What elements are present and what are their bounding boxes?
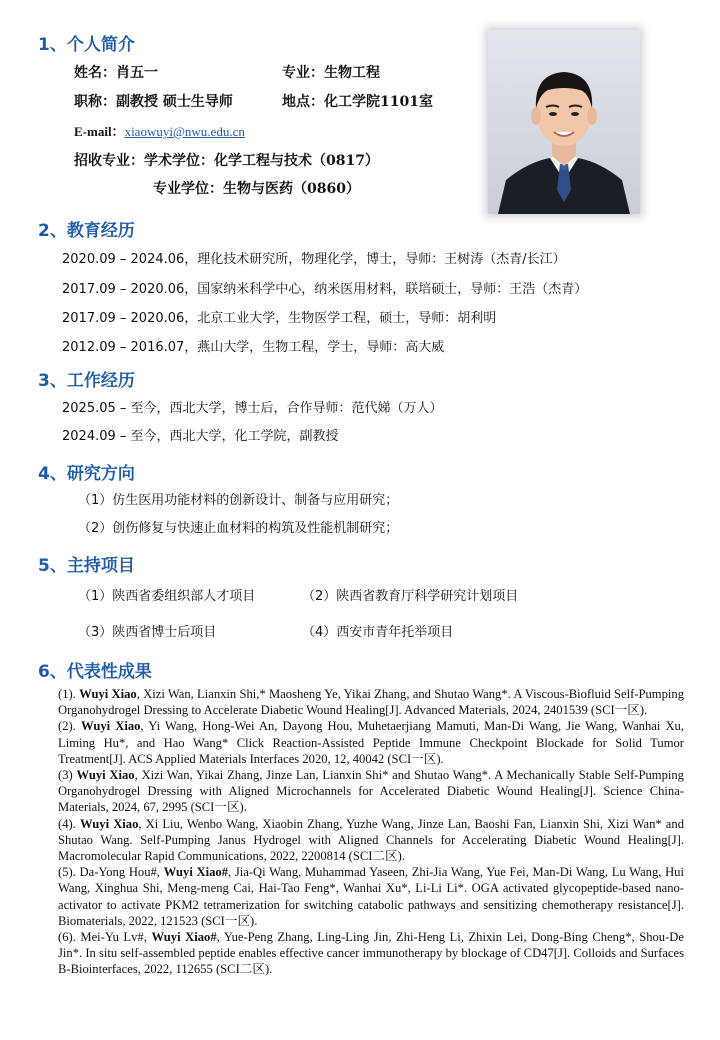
- profile-location: 地点：化工学院1101室: [282, 94, 433, 110]
- portrait-photo: [488, 30, 640, 214]
- profile-recruit-academic: 招收专业：学术学位：化学工程与技术（0817）: [74, 153, 379, 169]
- research-item: （1）仿生医用功能材料的创新设计、制备与应用研究；: [78, 493, 399, 508]
- section-heading-work: 3、工作经历: [38, 371, 135, 391]
- publication-item: (5). Da-Yong Hou#, Wuyi Xiao#, Jia-Qi Wang, Muhammad Yaseen, Zhi-Jia Wang, Yue Fei, Man-Di Wang, Lu Wang, Hui Wang, Xinghua Shi, Meng-meng Cai, Hai-Tao Feng*, Wanhai Xu*, Li-Li Li*. OGA activated glycopeptide-based nano-activator to activate PKM2 tetramerization for switching catabolic pathways and sensitizing chemotherapy resistance[J]. Biomaterials, 2022, 121523 (SCI一区).: [58, 865, 684, 928]
- publication-item: (3) Wuyi Xiao, Xizi Wan, Yikai Zhang, Jinze Lan, Lianxin Shi* and Shutao Wang*. A Mechanically Stable Self-Pumping Organohydrogel Dressing with Aligned Microchannels for Accelerated Diabetic Wound Healing[J]. Science China-Materials, 2024, 67, 2995 (SCI一区).: [58, 768, 684, 815]
- publication-item: (2). Wuyi Xiao, Yi Wang, Hong-Wei An, Dayong Hou, Muhetaerjiang Mamuti, Man-Di Wang, Jie Wang, Wanhai Xu, Liming Hu*, and Hao Wang* Click Reaction-Assisted Peptide Immune Checkpoint Blockade for Solid Tumor Treatment[J]. ACS Applied Materials Interfaces 2020, 12, 40042 (SCI一区).: [58, 719, 684, 766]
- project-item: （1）陕西省委组织部人才项目: [78, 589, 256, 604]
- portrait-illustration: [488, 30, 640, 214]
- publication-item: (1). Wuyi Xiao, Xizi Wan, Lianxin Shi,* Maosheng Ye, Yikai Zhang, and Shutao Wang*. A Viscous-Biofluid Self-Pumping Organohydrogel Dressing to Accelerate Diabetic Wound Healing[J]. Advanced Materials, 2024, 2401539 (SCI一区).: [58, 687, 684, 718]
- section-heading-achievements: 6、代表性成果: [38, 662, 152, 682]
- project-item: （4）西安市青年托举项目: [302, 625, 454, 640]
- project-item: （2）陕西省教育厅科学研究计划项目: [302, 589, 519, 604]
- section-heading-profile: 1、个人简介: [38, 35, 135, 55]
- profile-email-row: [74, 121, 245, 140]
- project-item: （3）陕西省博士后项目: [78, 625, 217, 640]
- profile-recruit-professional: 专业学位：生物与医药（0860）: [153, 181, 360, 197]
- section-heading-research: 4、研究方向: [38, 464, 135, 484]
- work-item: 2024.09 – 至今，西北大学，化工学院，副教授: [62, 429, 339, 444]
- education-item: 2012.09 – 2016.07，燕山大学，生物工程，学士，导师：高大威: [62, 340, 445, 355]
- profile-name: 姓名：肖五一: [74, 65, 158, 81]
- education-item: 2017.09 – 2020.06，北京工业大学，生物医学工程，硕士，导师：胡利明: [62, 311, 497, 326]
- section-heading-projects: 5、主持项目: [38, 556, 135, 576]
- research-item: （2）创伤修复与快速止血材料的构筑及性能机制研究；: [78, 521, 399, 536]
- profile-major: 专业：生物工程: [282, 65, 380, 81]
- education-item: 2017.09 – 2020.06，国家纳米科学中心，纳米医用材料，联培硕士，导师：王浩（杰青）: [62, 282, 588, 297]
- email-label: E-mail：: [74, 124, 125, 139]
- work-item: 2025.05 – 至今，西北大学，博士后，合作导师：范代娣（万人）: [62, 401, 443, 416]
- profile-title: 职称：副教授 硕士生导师: [74, 94, 233, 110]
- email-link[interactable]: xiaowuyi@nwu.edu.cn: [124, 124, 245, 139]
- publication-item: (6). Mei-Yu Lv#, Wuyi Xiao#, Yue-Peng Zhang, Ling-Ling Jin, Zhi-Heng Li, Zhixin Lei, Dong-Bing Cheng*, Shou-De Jin*. In situ self-assembled peptide enables effective cancer immunotherapy by blockage of CD47[J]. Colloids and Surfaces B-Biointerfaces, 2022, 112655 (SCI二区).: [58, 930, 684, 977]
- publication-list: [58, 686, 684, 978]
- publication-item: (4). Wuyi Xiao, Xi Liu, Wenbo Wang, Xiaobin Zhang, Yuzhe Wang, Jinze Lan, Baoshi Fan, Lianxin Shi, Xizi Wan* and Shutao Wang. Self-Pumping Janus Hydrogel with Aligned Channels for Accelerating Diabetic Wound Healing[J]. Macromolecular Rapid Communications, 2022, 2200814 (SCI二区).: [58, 816, 684, 864]
- section-heading-education: 2、教育经历: [38, 221, 135, 241]
- education-item: 2020.09 – 2024.06，理化技术研究所，物理化学，博士，导师：王树涛（杰青/长江）: [62, 252, 566, 267]
